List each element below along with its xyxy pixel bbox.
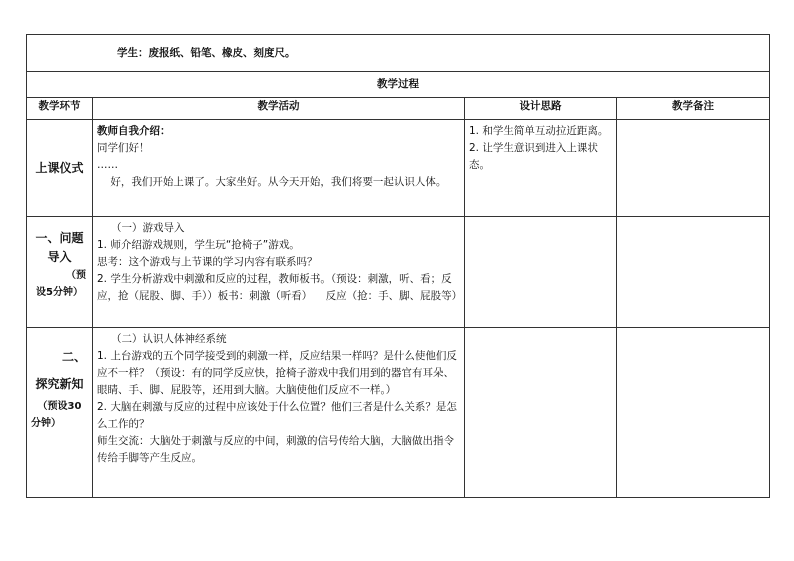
activity-line: 好，我们开始上课了。大家坐好。从今天开始，我们将要一起认识人体。 (97, 176, 447, 188)
activity-line: 思考：这个游戏与上节课的学习内容有联系吗？ (97, 256, 318, 268)
table-row (27, 217, 770, 328)
design-cell (465, 120, 617, 217)
header-activity: 教学活动 (93, 98, 465, 120)
design-cell (465, 328, 617, 498)
design-line: 1. 和学生简单互动拉近距离。 (469, 125, 609, 137)
stage-cell (27, 120, 93, 217)
stage-label: 二、 (61, 350, 86, 364)
stage-label: 一、问题 (35, 231, 84, 245)
activity-cell (93, 217, 465, 328)
design-line: 2. 让学生意识到进入上课状态。 (469, 142, 598, 171)
activity-line: 2. 学生分析游戏中刺激和反应的过程，教师板书。（预设：刺激，听、看；反应，抢（屁股、脚、手））板书：刺激（听看） 反应（抢：手、脚、屁股等） (97, 273, 463, 302)
stage-label: 设5分钟） (36, 287, 83, 298)
stage-label: 上课仪式 (35, 160, 84, 175)
activity-line: 1. 师介绍游戏规则，学生玩“抢椅子”游戏。 (97, 239, 300, 251)
design-cell (465, 217, 617, 328)
stage-cell (27, 328, 93, 498)
stage-label: （预 (66, 270, 86, 281)
stage-label: 探究新知 (35, 377, 84, 391)
notes-cell (617, 328, 770, 498)
activity-line: 同学们好！ (97, 142, 150, 154)
section-title-row (27, 72, 770, 98)
activity-line: 2. 大脑在刺激与反应的过程中应该处于什么位置？他们三者是什么关系？是怎么工作的？ (97, 401, 457, 430)
table-row (27, 120, 770, 217)
header-row (27, 98, 770, 120)
activity-cell (93, 328, 465, 498)
materials-text: 学生：废报纸、铅笔、橡皮、刻度尺。 (27, 35, 770, 72)
activity-line: 1. 上台游戏的五个同学接受到的刺激一样，反应结果一样吗？是什么使他们反应不一样？（预设：有的同学反应快，抢椅子游戏中我们用到的器官有耳朵、眼睛、手、脚、屁股等，还用到大脑。大脑使他们反应不一样。） (97, 350, 457, 396)
section-title: 教学过程 (27, 72, 770, 98)
activity-line: （一）游戏导入 (111, 222, 185, 234)
header-design: 设计思路 (465, 98, 617, 120)
header-notes: 教学备注 (617, 98, 770, 120)
activity-line: （二）认识人体神经系统 (111, 333, 227, 345)
activity-line: 教师自我介绍： (97, 125, 171, 137)
activity-line: 师生交流：大脑处于刺激与反应的中间，刺激的信号传给大脑，大脑做出指令传给手脚等产生反应。 (97, 435, 454, 464)
stage-cell (27, 217, 93, 328)
stage-label: 导入 (47, 250, 72, 264)
stage-label: （预设30 (37, 401, 82, 412)
notes-cell (617, 217, 770, 328)
notes-cell (617, 120, 770, 217)
table-row (27, 328, 770, 498)
materials-row (27, 35, 770, 72)
activity-cell (93, 120, 465, 217)
activity-line: …… (97, 159, 118, 171)
header-stage: 教学环节 (27, 98, 93, 120)
lesson-plan-table (26, 34, 770, 498)
stage-label: 分钟） (31, 418, 61, 429)
